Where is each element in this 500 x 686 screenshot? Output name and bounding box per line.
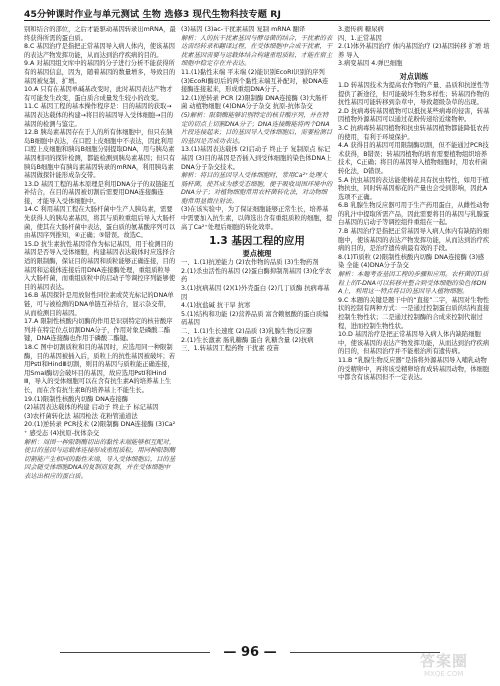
- answer-item: 19.(1)限制性核酸内切酶 DNA连接酶: [24, 395, 129, 403]
- answer-item: 2.(1)体外基因治疗 体内基因治疗 (2)基因转移 扩增 培养 导入: [338, 43, 490, 59]
- answer-explanation: 解析：将目的基因导入受体细胞时，常用Ca²⁺处理大肠杆菌，使其成为感受态细胞，便于吸收周围环境中的DNA分子；对植物细胞常用农杆菌转化法，对动物细胞常用显微注射法。: [181, 172, 333, 205]
- answer-item: 3.遗传病 糖尿病: [338, 26, 384, 33]
- watermark-text: 答案圈: [420, 652, 469, 670]
- answer-item: 13.(1)基因表达载体 (2)启动子 终止子 复制原点 标记基因 (3)目的基因是否插入到受体细胞的染色体DNA上 DNA分子杂交技术。: [181, 146, 332, 171]
- watermark-url: MXQE.COM: [424, 670, 464, 678]
- section-subtitle: 对点训练: [399, 71, 429, 81]
- answer-item: 18.C 图中切割质粒和目的基因时，应选用同一种限制酶，目的基因被插入后，质粒上的抗性基因被破坏；若用PstⅠ和HindⅢ切割，则目的基因与质粒能正确连接，用SmaⅠ酶切会破坏目的基因，故应选用PstⅠ和HindⅢ，导入的受体细胞可以在含有抗生素A的培养基上生长，而在含有抗生素B的培养基上不能生长。: [24, 343, 176, 394]
- answer-item: (3)在该实验中，为了保证细胞能够正常生长，培养基中需要加入抗生素，以筛选出含有重组质粒的细胞，提高了Ca²⁺处理后细胞的转化效率。: [181, 206, 333, 231]
- answer-item: 1.D 转基因技术为提高农作物的产量、品质和抗逆性等提供了新途径，但可能破坏生物多样性；转基因作物的抗性基因可能转移到杂草中，导致超级杂草的出现。: [338, 81, 490, 107]
- answer-item: 四、1.正常基因: [338, 34, 382, 42]
- answer-item: 7.B 基因治疗是指把正常基因导入病人体内有缺陷的细胞中，使该基因的表达产物发挥功能，从而达到治疗疾病的目的，是治疗遗传病最有效的手段。: [338, 228, 490, 253]
- watermark-logo: [420, 650, 494, 682]
- answer-item: 16.B 基因探针是用放射性同位素或荧光标记的DNA单链，可与被检测的DNA单链互补结合，显示杂交带，从而检测目的基因。: [24, 292, 174, 317]
- answer-column-left: [24, 26, 176, 640]
- answer-item: 三、1.转基因工程药物 干扰素 疫苗: [181, 345, 280, 353]
- header-rule: [24, 20, 490, 21]
- answer-item: 一、1.(1)抗逆能力 (2)农作物的品质 (3)生物药剂: [181, 259, 319, 267]
- answer-column-middle: [181, 26, 333, 640]
- answer-item: 8.(1)Ti质粒 (2)限制性核酸内切酶 DNA连接酶 (3)感染 全能 (4)DNA分子杂交: [338, 253, 485, 270]
- answer-item: 2.(1)杀虫活性的基因 (2)蛋白酶抑制剂基因 (3)化学农药: [181, 267, 332, 284]
- answer-item: 12.(1)逆转录 PCR (2)限制酶 DNA连接酶 (3)大肠杆菌 动植物细胞 (4)DNA分子杂交 抗原-抗体杂交: [181, 94, 328, 111]
- answer-item: 3.C 抗病毒转基因植物和抗虫转基因植物都能降低农药的使用，有利于环境保护。: [338, 124, 489, 141]
- answer-item: 2.(1)生长激素 肠乳糖酶 蛋白 乳糖含量 (2)抗病: [181, 336, 314, 344]
- answer-item: (3)农杆菌转化法 基因枪法 花粉管通道法: [24, 412, 138, 420]
- answer-explanation: 解析：本题考查基因工程的步骤和应用。农杆菌的Ti质粒上的T-DNA可以转移并整合到受体细胞的染色体DNA上，利用这一特点将目的基因导入植物细胞。: [338, 271, 489, 296]
- answer-item: 11.B “乳腺生物反应器”是指将外源基因导入哺乳动物的受精卵中，再将该受精卵培育成转基因动物，体细胞中都含有该基因但不一定表达。: [338, 356, 490, 382]
- answer-item: 4.A 获得目的基因可用限制酶切割，但不能通过PCR技术获得，B错误；转基因植物的培育需要植物组织培养技术，C正确；将目的基因导入植物细胞时，用农杆菌转化法，D错误。: [338, 142, 489, 175]
- answer-item: 11.C 基因工程的基本操作程序是：目的基因的获取→基因表达载体的构建→将目的基因导入受体细胞→目的基因的检测与鉴定。: [24, 103, 174, 128]
- answer-explanation: 解析：人的抗干扰素基因与酵母菌的结合，干扰素的表达需经转录和翻译过程，在受体细胞中合成干扰素，干扰素基因需要与运载体结合构建重组质粒，才能在宿主细胞中稳定存在并表达。: [181, 34, 333, 68]
- answer-item: 9.C 本题的关键是题干中的“直接”二字，基因对生物性状的控制有两种方式：一是通过控制蛋白质的结构直接控制生物性状；二是通过控制酶的合成来控制代谢过程，进而控制生物性状。: [338, 296, 490, 330]
- answer-item: 11.(1)黏性末端 平末端 (2)能识别EcoRⅠ识别的序列 (3)EcoRⅠ酶切后的两个黏性末端互补配对，被DNA连接酶连接起来，形成重组DNA分子。: [181, 68, 329, 94]
- answer-item: 20.(1)逆转录 PCR技术 (2)限制酶 DNA连接酶 (3)Ca²⁺ 感受态 (4)抗原-抗体杂交: [24, 421, 176, 437]
- section-title: 1.3 基因工程的应用: [209, 235, 305, 248]
- answer-item: 8.C 基因治疗是指把正常基因导入病人体内，使该基因的表达产物发挥功能，从而达到治疗疾病的目的。: [24, 43, 175, 59]
- answer-item: (3)基因 (3)ac-干扰素基因 复制 mRNA 翻译: [181, 26, 306, 33]
- section-subtitle: 要点梳理: [242, 249, 272, 259]
- answer-item: 6.B 乳腺生物反应器可用于生产药用蛋白，从雌性动物的乳汁中提取所需产品，因此需要将目的基因与乳腺蛋白基因的启动子等调控组件重组在一起。: [338, 202, 490, 227]
- page-number: — 96 —: [223, 645, 277, 660]
- answer-item: 10.A 只有在基因单碱基改变时，此时基因表达产物才有可能发生改变，蛋白质合成量发生较小的改变。: [24, 86, 173, 102]
- answer-item: 二、1.(1)生长速度 (2)品质 (3)乳腺生物反应器: [181, 328, 313, 335]
- answer-item: 13.D 基因工程的基本原理是利用DNA分子的双链能互补结合，在目的基因被切割后需要用DNA连接酶连接，才能导入受体细胞中。: [24, 180, 175, 205]
- answer-item: 5.(1)结构和功能 (2)营养品质 富含赖氨酸的蛋白质编码基因: [181, 310, 329, 327]
- answer-item: 17.A 限制性核酸内切酶的作用是识别特定的核苷酸序列并在特定位点切割DNA分子，作用对象是磷酸二酯键，DNA连接酶也作用于磷酸二酯键。: [24, 318, 173, 343]
- answer-item: 4.(1)抗盐碱 抗干旱 抗寒: [181, 302, 251, 310]
- answer-item: 14.C 利用基因工程在大肠杆菌中生产人胰岛素，需要先获得人的胰岛素基因，将其与质粒重组后导入大肠杆菌，使其在大肠杆菌中表达，蛋白质的氨基酸序列可以由基因序列推知，④正确；⑤错误。故选C。: [24, 206, 176, 240]
- answer-item: 别和结合的部位，之后才能驱动基因转录出mRNA，最终获得所需的蛋白质。: [24, 26, 176, 42]
- answer-explanation: 解析：周围一种限制酶切出的黏性末端能够相互配对，使目的基因与运载体连接形成重组质粒，用同种限制酶切割能产生相同的黏性末端，导入受体细胞后，目的基因会随受体细胞DNA的复制而复制，并在受体细胞中表达出相应的蛋白质。: [24, 438, 176, 480]
- running-header: 45分钟课时作业与单元测试 生物 选修3 现代生物科技专题 RJ: [24, 9, 281, 20]
- answer-item: 3.(1)抗病基因 (2)(1)外壳蛋白 (2)几丁质酶 抗病毒基因: [181, 285, 330, 301]
- answer-column-right: [338, 26, 490, 640]
- answer-item: 12.B 胰岛素基因存在于人的所有体细胞中，但只在胰岛B细胞中表达，在口腔上皮细胞中不表达，因此利用口腔上皮细胞和胰岛B细胞分别提取DNA，用与胰岛素基因相同的探针检测，都能检测到胰岛素基因；但只有胰岛B细胞中有胰岛素基因转录的mRNA，利用胰岛素基因做探针能形成杂交带。: [24, 129, 176, 180]
- answer-item: 10.D 基因治疗是把正常基因导入病人体内缺陷细胞中，使该基因的表达产物发挥功能，从而达到治疗疾病的目的，但基因治疗并不能根治所有遗传病。: [338, 331, 490, 356]
- answer-item: (2)基因表达载体的构建 启动子 终止子 标记基因: [24, 404, 159, 412]
- answer-explanation: (5)解析：限制酶能够识别特定的核苷酸序列，并在特定的切点上切割DNA分子；DNA连接酶能将两个DNA片段连接起来；目的基因导入受体细胞后，需要检测目的基因是否成功表达。: [181, 111, 333, 145]
- answer-item: 2.D 抗病毒转基因植物可以抵抗某些病毒的侵害，转基因植物外源基因可以通过花粉传递给近缘物种。: [338, 107, 490, 124]
- answer-item: 15.D 抗生素抗性基因常作为标记基因，用于检测目的基因是否导入受体细胞，构建基因表达载体时应选择合适的限制酶，保证目的基因和质粒能够正确连接，目的基因和运载体连接后用DNA连接酶处理，重组质粒导入大肠杆菌，而重组质粒中的启动子等调控序列能够使目的基因表达。: [24, 240, 176, 291]
- answer-item: 9.A 对基因组文库中的基因的分子进行分析不能获得所有的基因信息，因为，随着基因的数量增多，导致目的基因被复制、扩增。: [24, 60, 176, 85]
- page-number-value: 96: [240, 645, 260, 660]
- answer-item: 5.A 抗虫基因的表达能使棉花具有抗虫特性，如用于植物抗虫，同时转基因棉花的产量也会受到影响，因此A选项不正确。: [338, 176, 489, 201]
- answer-item: 3.病变基因 4.弹巴细胞: [338, 60, 403, 68]
